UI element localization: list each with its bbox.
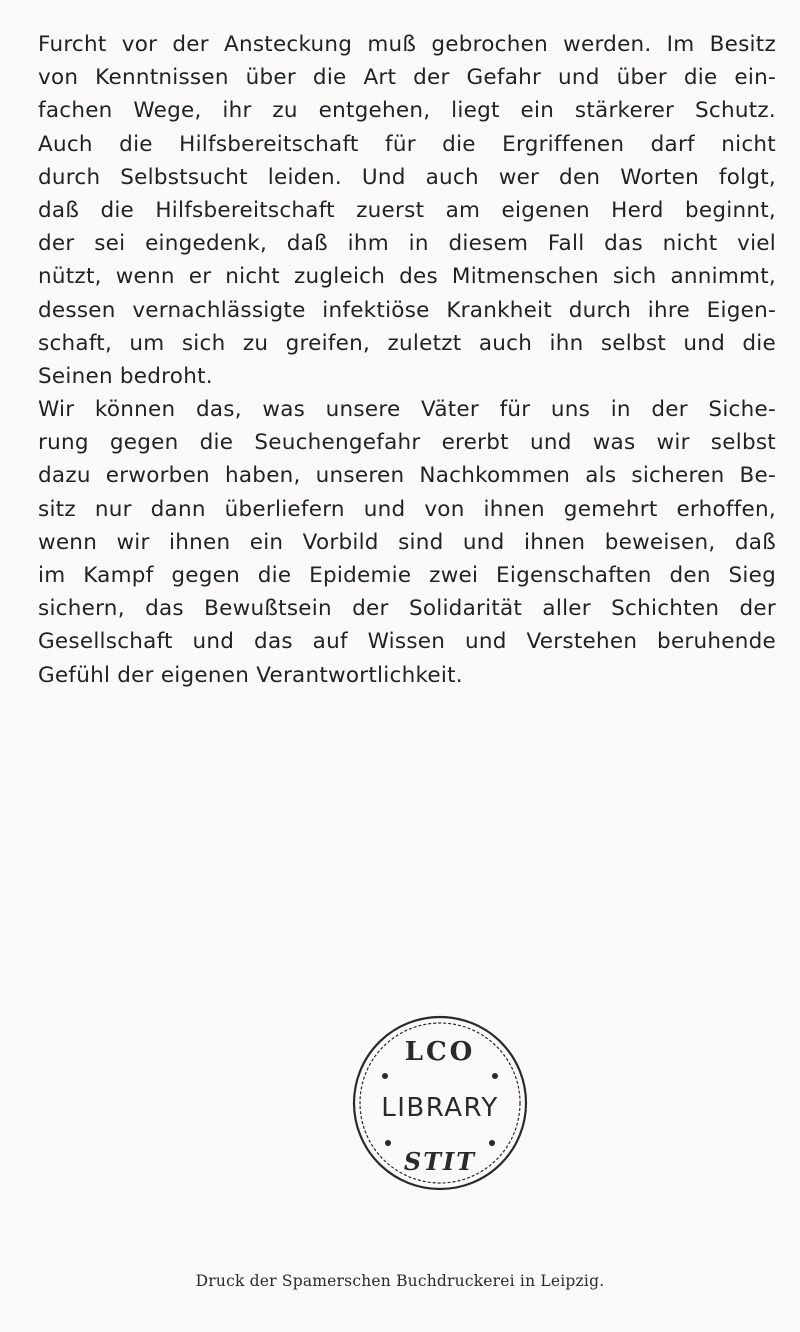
body-text bbox=[38, 28, 776, 692]
text-line: schaft, um sich zu greifen, zuletzt auch ihn selbst und die bbox=[38, 330, 776, 356]
text-line: Auch die Hilfsbereitschaft für die Ergriffenen darf nicht bbox=[38, 131, 776, 157]
text-line: sitz nur dann überliefern und von ihnen gemehrt erhoffen, bbox=[38, 496, 776, 522]
text-line: daß die Hilfsbereitschaft zuerst am eigenen Herd beginnt, bbox=[38, 197, 776, 223]
stamp-center-text: LIBRARY bbox=[381, 1093, 499, 1123]
text-line: dessen vernachlässigte infektiöse Krankheit durch ihre Eigen- bbox=[38, 297, 776, 323]
text-line: fachen Wege, ihr zu entgehen, liegt ein stärkerer Schutz. bbox=[38, 98, 776, 124]
stamp-bottom-text: STIT bbox=[403, 1147, 477, 1176]
text-line: im Kampf gegen die Epidemie zwei Eigenschaften den Sieg bbox=[38, 563, 776, 588]
printer-imprint: Druck der Spamerschen Buchdruckerei in Leipzig. bbox=[195, 1272, 605, 1290]
text-line: rung gegen die Seuchengefahr ererbt und was wir selbst bbox=[38, 430, 776, 456]
text-line: dazu erworben haben, unseren Nachkommen als sicheren Be- bbox=[38, 463, 776, 489]
text-line: von Kenntnissen über die Art der Gefahr und über die ein- bbox=[38, 65, 776, 91]
stamp-top-label: LCO bbox=[404, 1037, 476, 1067]
text-line: durch Selbstsucht leiden. Und auch wer den Worten folgt, bbox=[38, 164, 776, 190]
text-line: Wir können das, was unsere Väter für uns in der Siche- bbox=[38, 397, 776, 423]
text-line: wenn wir ihnen ein Vorbild sind und ihnen beweisen, daß bbox=[38, 529, 776, 555]
text-line: Gefühl der eigenen Verantwortlichkeit. bbox=[38, 662, 463, 688]
text-line: sichern, das Bewußtsein der Solidarität aller Schichten der bbox=[38, 596, 776, 622]
text-line: der sei eingedenk, daß ihm in diesem Fall das nicht viel bbox=[38, 231, 776, 257]
library-stamp bbox=[340, 1008, 540, 1198]
text-line: Gesellschaft und das auf Wissen und Verstehen beruhende bbox=[38, 629, 776, 655]
text-line: Seinen bedroht. bbox=[38, 363, 213, 389]
text-line: nützt, wenn er nicht zugleich des Mitmenschen sich annimmt, bbox=[38, 264, 776, 290]
text-line: Furcht vor der Ansteckung muß gebrochen werden. Im Besitz bbox=[38, 32, 776, 57]
